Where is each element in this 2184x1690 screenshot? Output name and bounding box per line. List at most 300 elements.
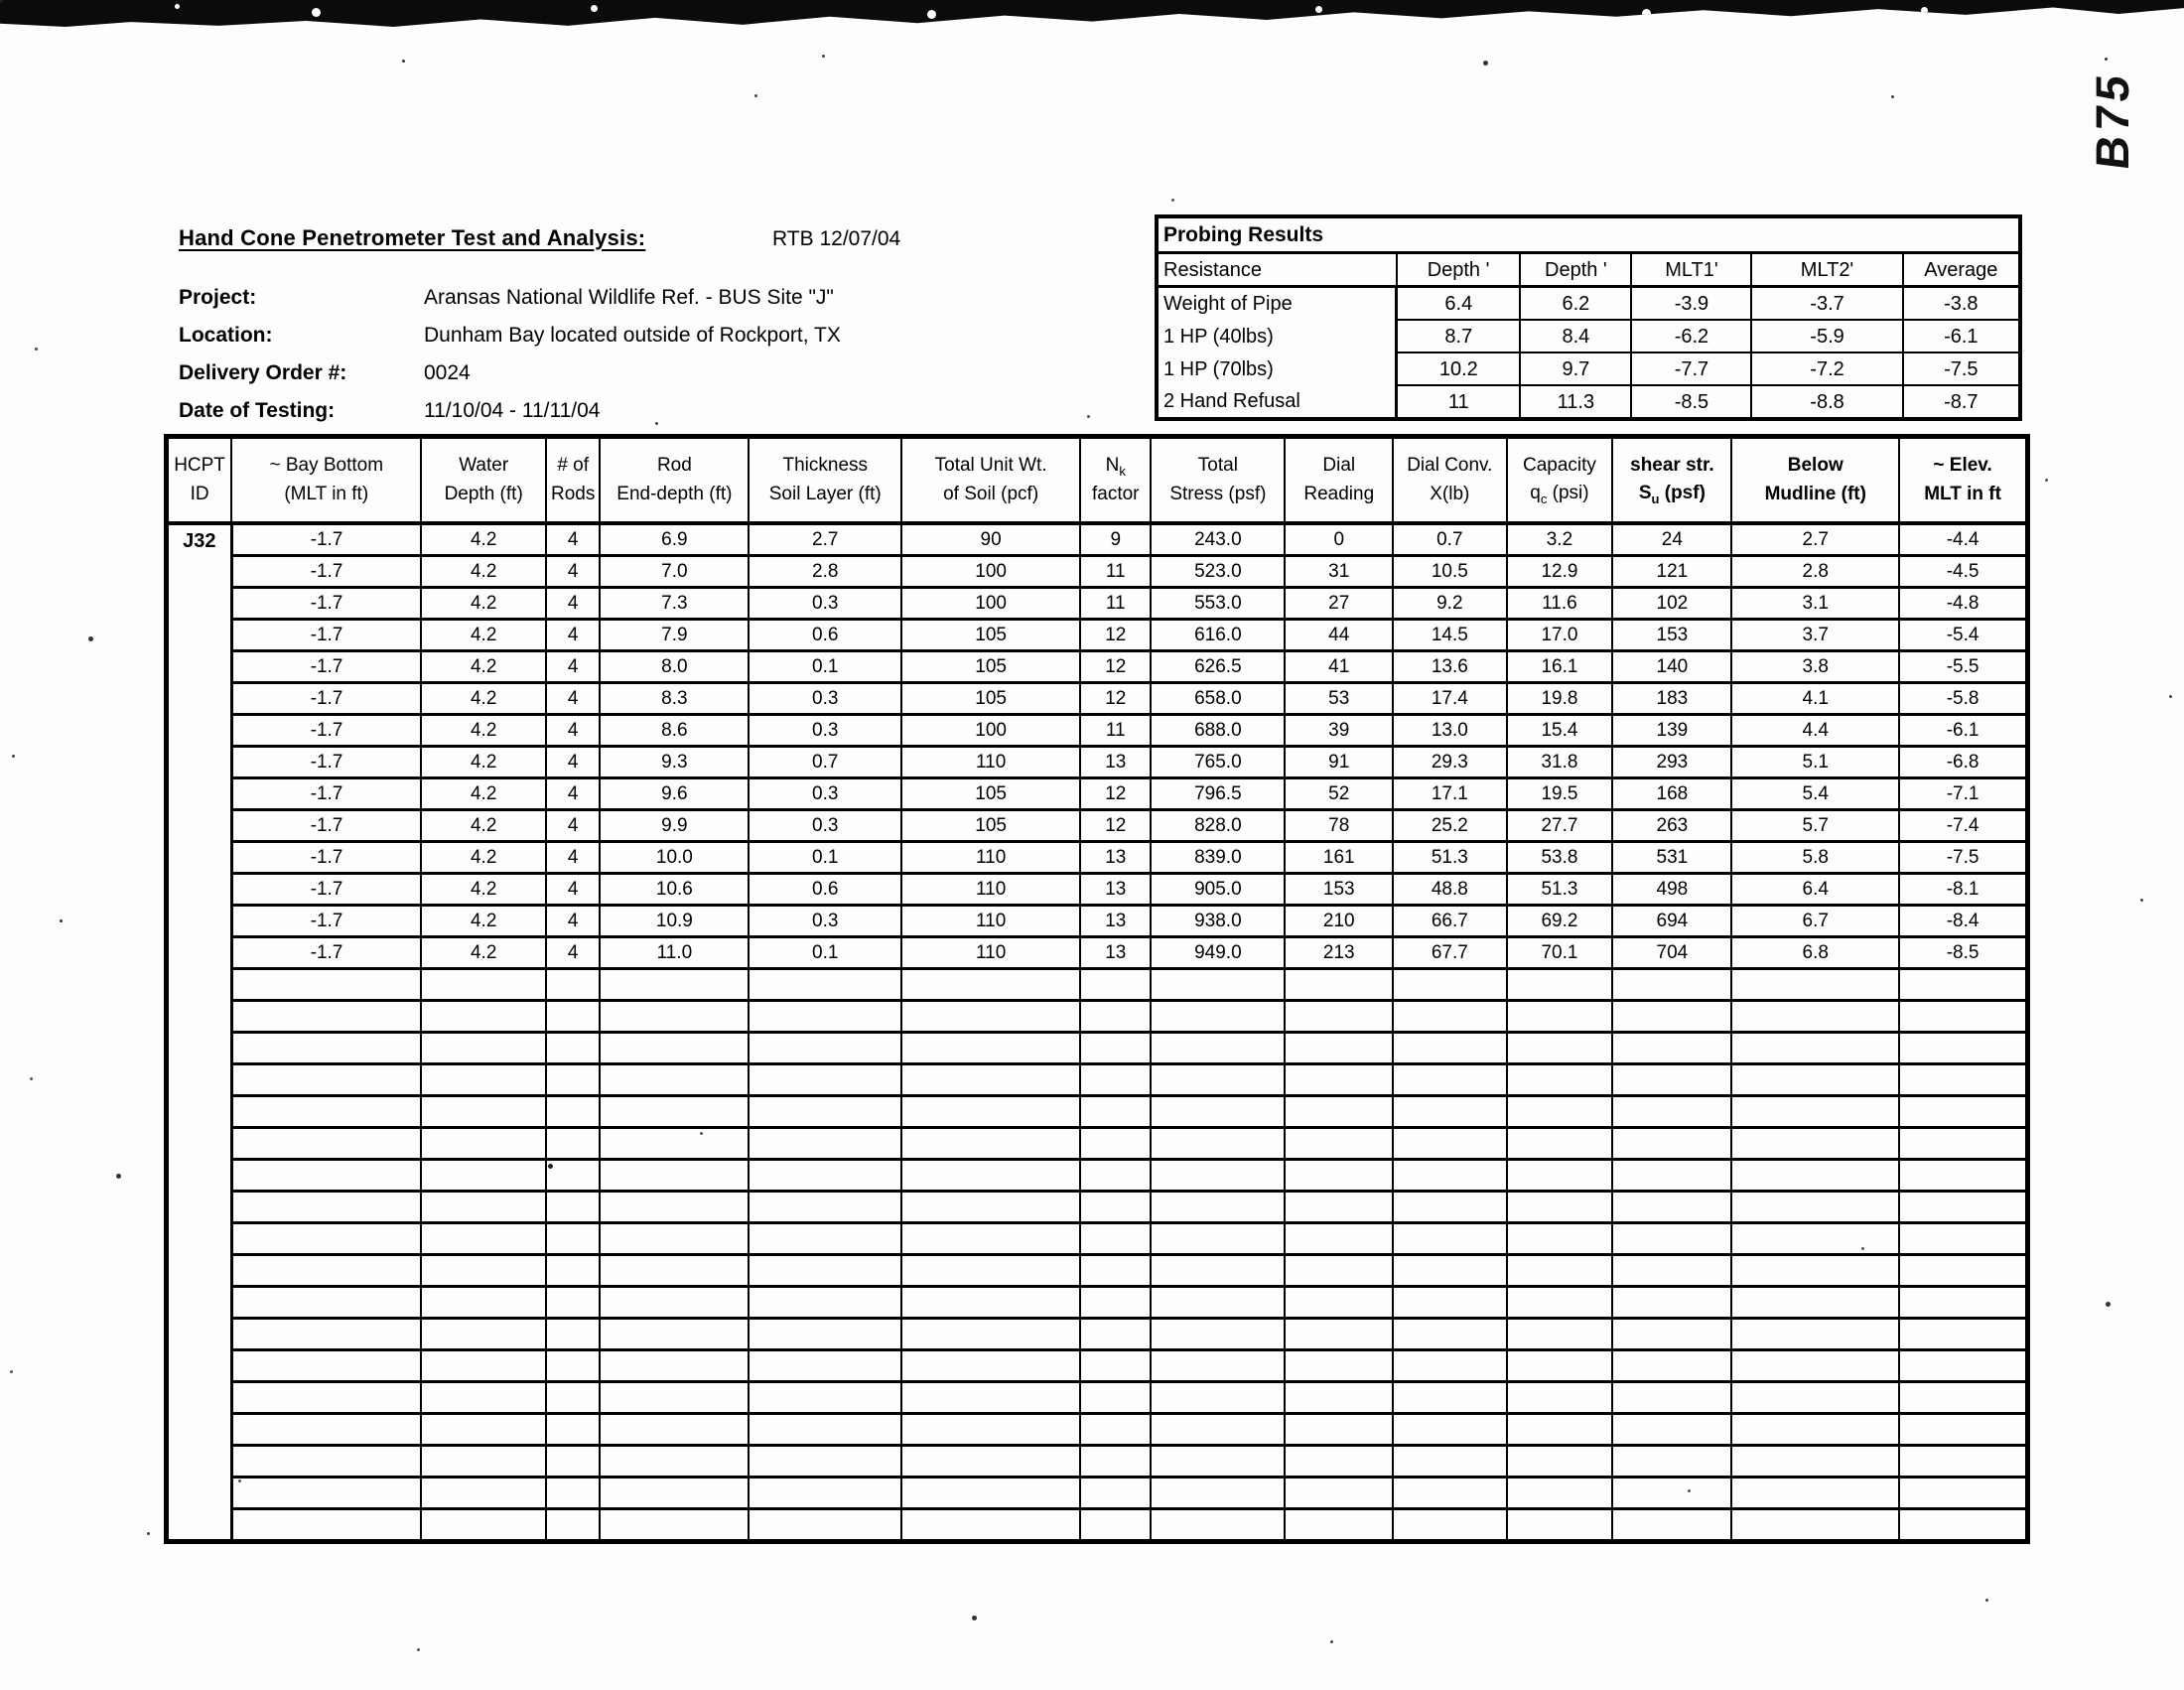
- table-cell: [1612, 1255, 1731, 1287]
- table-cell: [1080, 1446, 1151, 1478]
- table-cell: 17.4: [1393, 683, 1506, 715]
- table-cell: 12: [1080, 810, 1151, 842]
- table-cell: 9.3: [600, 747, 749, 778]
- probing-value-cell: -8.7: [1903, 385, 2020, 419]
- table-cell: -1.7: [231, 523, 421, 556]
- table-cell: 2.7: [749, 523, 901, 556]
- table-cell: [1612, 1033, 1731, 1064]
- header-line-1: [751, 452, 898, 481]
- table-cell: [901, 1287, 1080, 1319]
- table-cell: 102: [1612, 588, 1731, 620]
- table-cell: 17.1: [1393, 778, 1506, 810]
- table-cell: 0.6: [749, 620, 901, 651]
- table-cell: -1.7: [231, 651, 421, 683]
- table-cell: 168: [1612, 778, 1731, 810]
- table-cell: [1507, 969, 1613, 1001]
- table-cell: 13.6: [1393, 651, 1506, 683]
- table-cell: [1731, 1001, 1899, 1033]
- empty-row: [167, 1287, 2028, 1319]
- table-cell: 4: [546, 937, 600, 969]
- table-cell: [1612, 1192, 1731, 1223]
- table-cell: [546, 1478, 600, 1509]
- table-cell: [1507, 1287, 1613, 1319]
- table-cell: 905.0: [1151, 874, 1285, 906]
- empty-row: [167, 1509, 2028, 1542]
- table-cell: [600, 1255, 749, 1287]
- probing-column-header: Resistance: [1157, 253, 1397, 287]
- header-line-1: [1083, 452, 1148, 481]
- table-cell: 183: [1612, 683, 1731, 715]
- table-cell: [1731, 1064, 1899, 1096]
- header-line-2: [751, 481, 898, 509]
- table-cell: 8.0: [600, 651, 749, 683]
- table-cell: 210: [1285, 906, 1393, 937]
- table-cell: [1899, 1319, 2027, 1350]
- table-cell: 2.8: [749, 556, 901, 588]
- table-cell: [901, 1096, 1080, 1128]
- table-cell: -1.7: [231, 842, 421, 874]
- data-row: [167, 842, 2028, 874]
- table-cell: [421, 1446, 546, 1478]
- table-cell: [546, 1446, 600, 1478]
- table-cell: [1080, 1319, 1151, 1350]
- table-cell: 4.2: [421, 715, 546, 747]
- field-label: Location:: [179, 324, 273, 347]
- probing-value-cell: 6.4: [1397, 287, 1520, 321]
- table-cell: [1393, 1287, 1506, 1319]
- table-cell: [421, 1509, 546, 1542]
- data-row: [167, 588, 2028, 620]
- table-cell: 4.2: [421, 874, 546, 906]
- header-text: Depth (ft): [444, 483, 523, 504]
- table-cell: [1507, 1033, 1613, 1064]
- probing-value-cell: -7.5: [1903, 352, 2020, 385]
- table-cell: [749, 1001, 901, 1033]
- table-cell: [600, 1128, 749, 1160]
- table-cell: 4: [546, 620, 600, 651]
- table-cell: [1899, 1033, 2027, 1064]
- table-cell: [1151, 1319, 1285, 1350]
- table-cell: [1612, 1223, 1731, 1255]
- table-cell: [1899, 1064, 2027, 1096]
- table-cell: -1.7: [231, 778, 421, 810]
- table-cell: [600, 1160, 749, 1192]
- table-cell: 4.2: [421, 683, 546, 715]
- table-cell: [231, 1350, 421, 1382]
- table-cell: [1080, 1350, 1151, 1382]
- table-cell: [231, 1478, 421, 1509]
- table-cell: [1285, 1319, 1393, 1350]
- header-line-2: [234, 481, 418, 509]
- table-cell: [749, 1509, 901, 1542]
- table-cell: 51.3: [1507, 874, 1613, 906]
- table-cell: -8.5: [1899, 937, 2027, 969]
- probing-value-cell: 6.2: [1520, 287, 1631, 321]
- probing-value-cell: -3.8: [1903, 287, 2020, 321]
- header-text: Capacity: [1522, 454, 1596, 476]
- field-label: Project:: [179, 286, 257, 309]
- table-cell: [421, 1160, 546, 1192]
- table-cell: 4.2: [421, 747, 546, 778]
- table-cell: 263: [1612, 810, 1731, 842]
- table-cell: 4.1: [1731, 683, 1899, 715]
- table-cell: 11: [1080, 588, 1151, 620]
- table-cell: [1899, 969, 2027, 1001]
- probing-value-cell: 9.7: [1520, 352, 1631, 385]
- table-cell: 9.6: [600, 778, 749, 810]
- data-row: [167, 683, 2028, 715]
- table-cell: 121: [1612, 556, 1731, 588]
- main-column-header: [1899, 437, 2027, 524]
- table-cell: 27: [1285, 588, 1393, 620]
- table-cell: [1612, 1001, 1731, 1033]
- table-cell: [749, 1350, 901, 1382]
- probing-row: [1157, 287, 2020, 321]
- table-cell: 3.7: [1731, 620, 1899, 651]
- table-cell: 105: [901, 683, 1080, 715]
- table-cell: -1.7: [231, 683, 421, 715]
- table-cell: [1151, 1096, 1285, 1128]
- table-cell: [1285, 1382, 1393, 1414]
- table-cell: [1285, 1192, 1393, 1223]
- table-cell: 6.9: [600, 523, 749, 556]
- table-cell: 523.0: [1151, 556, 1285, 588]
- table-cell: [1899, 1478, 2027, 1509]
- probing-value-cell: -8.8: [1751, 385, 1902, 419]
- header-line-2: [1288, 481, 1390, 509]
- table-cell: 688.0: [1151, 715, 1285, 747]
- table-cell: [749, 1414, 901, 1446]
- table-cell: [1151, 1160, 1285, 1192]
- table-cell: 11: [1080, 556, 1151, 588]
- header-line-1: [904, 452, 1077, 481]
- table-cell: 9: [1080, 523, 1151, 556]
- table-cell: [749, 1287, 901, 1319]
- table-cell: [1151, 1446, 1285, 1478]
- table-cell: 4.2: [421, 778, 546, 810]
- header-text: ID: [190, 483, 209, 504]
- table-cell: [1899, 1223, 2027, 1255]
- table-cell: [1899, 1287, 2027, 1319]
- table-cell: [546, 1192, 600, 1223]
- empty-row: [167, 1478, 2028, 1509]
- table-cell: -4.8: [1899, 588, 2027, 620]
- table-cell: [1731, 1446, 1899, 1478]
- table-cell: 938.0: [1151, 906, 1285, 937]
- table-cell: 105: [901, 620, 1080, 651]
- header-text: Reading: [1303, 483, 1375, 504]
- table-cell: -6.1: [1899, 715, 2027, 747]
- main-column-header: [167, 437, 232, 524]
- table-cell: [546, 1223, 600, 1255]
- table-cell: 4.2: [421, 651, 546, 683]
- table-cell: -1.7: [231, 810, 421, 842]
- table-cell: [1393, 1319, 1506, 1350]
- table-cell: [231, 1223, 421, 1255]
- header-text: Mudline (ft): [1764, 483, 1866, 504]
- field-value: 0024: [424, 361, 471, 384]
- header-line-1: [1902, 452, 2023, 481]
- table-cell: 53: [1285, 683, 1393, 715]
- table-cell: [421, 1255, 546, 1287]
- table-cell: 5.7: [1731, 810, 1899, 842]
- header-text: Total Unit Wt.: [934, 455, 1047, 476]
- table-cell: [901, 1001, 1080, 1033]
- table-cell: [231, 1255, 421, 1287]
- table-cell: [749, 1255, 901, 1287]
- table-cell: [901, 969, 1080, 1001]
- table-cell: 0.7: [1393, 523, 1506, 556]
- field-value: Aransas National Wildlife Ref. - BUS Site "J": [424, 286, 834, 309]
- table-cell: [1151, 1287, 1285, 1319]
- header-line-2: [424, 481, 543, 509]
- table-cell: 4.2: [421, 906, 546, 937]
- header-line-1: [1396, 452, 1503, 481]
- probing-row-label: 1 HP (40lbs): [1157, 320, 1397, 352]
- table-cell: [600, 1033, 749, 1064]
- table-cell: 19.5: [1507, 778, 1613, 810]
- table-cell: -1.7: [231, 715, 421, 747]
- table-cell: 15.4: [1507, 715, 1613, 747]
- table-cell: -5.4: [1899, 620, 2027, 651]
- table-cell: [1899, 1509, 2027, 1542]
- table-cell: 100: [901, 715, 1080, 747]
- table-cell: [546, 1350, 600, 1382]
- table-cell: 11: [1080, 715, 1151, 747]
- table-cell: 51.3: [1393, 842, 1506, 874]
- table-cell: [1731, 1382, 1899, 1414]
- empty-row: [167, 1350, 2028, 1382]
- header-text: (MLT in ft): [284, 483, 369, 504]
- table-cell: 70.1: [1507, 937, 1613, 969]
- main-column-header: [1612, 437, 1731, 524]
- info-row-location: [179, 324, 841, 348]
- main-column-header: [901, 437, 1080, 524]
- table-cell: [749, 1319, 901, 1350]
- table-cell: [1899, 1414, 2027, 1446]
- header-line-2: [171, 481, 228, 509]
- table-cell: [901, 1446, 1080, 1478]
- empty-row: [167, 1064, 2028, 1096]
- table-cell: 13: [1080, 874, 1151, 906]
- table-cell: -1.7: [231, 747, 421, 778]
- table-cell: 0.1: [749, 842, 901, 874]
- table-cell: 110: [901, 937, 1080, 969]
- table-cell: [1731, 1096, 1899, 1128]
- table-cell: [421, 1287, 546, 1319]
- header-line-1: [234, 452, 418, 481]
- header-line-2: [1396, 481, 1503, 509]
- table-cell: [749, 1192, 901, 1223]
- table-cell: [546, 1160, 600, 1192]
- probing-column-header: Depth ': [1520, 253, 1631, 287]
- table-cell: [901, 1160, 1080, 1192]
- probing-column-header: MLT1': [1631, 253, 1751, 287]
- table-cell: [1731, 1255, 1899, 1287]
- table-cell: 5.4: [1731, 778, 1899, 810]
- empty-row: [167, 1128, 2028, 1160]
- table-cell: [1612, 1382, 1731, 1414]
- scan-noise-speckles: [0, 0, 3, 3]
- probing-value-cell: 11.3: [1520, 385, 1631, 419]
- table-cell: 7.0: [600, 556, 749, 588]
- table-cell: 626.5: [1151, 651, 1285, 683]
- table-cell: [1151, 1033, 1285, 1064]
- data-row: [167, 747, 2028, 778]
- table-cell: [1393, 1446, 1506, 1478]
- table-cell: [1285, 1446, 1393, 1478]
- header-line-1: [171, 452, 228, 481]
- table-cell: [1285, 1509, 1393, 1542]
- table-cell: [1080, 1064, 1151, 1096]
- table-cell: [1393, 969, 1506, 1001]
- table-cell: [901, 1128, 1080, 1160]
- table-cell: 11.0: [600, 937, 749, 969]
- probing-column-header: MLT2': [1751, 253, 1902, 287]
- table-cell: 10.9: [600, 906, 749, 937]
- table-cell: [1080, 1160, 1151, 1192]
- probing-value-cell: 8.7: [1397, 320, 1520, 352]
- table-cell: [1899, 1001, 2027, 1033]
- table-cell: [1899, 1446, 2027, 1478]
- header-line-1: [1154, 452, 1282, 481]
- empty-row: [167, 1382, 2028, 1414]
- table-cell: [1285, 1033, 1393, 1064]
- table-cell: 100: [901, 556, 1080, 588]
- table-cell: [1507, 1001, 1613, 1033]
- table-cell: [1507, 1255, 1613, 1287]
- subscript: c: [1540, 491, 1548, 506]
- table-cell: [546, 1096, 600, 1128]
- table-cell: [1393, 1096, 1506, 1128]
- table-cell: [749, 1478, 901, 1509]
- table-cell: [1393, 1001, 1506, 1033]
- table-cell: [421, 1064, 546, 1096]
- table-cell: 91: [1285, 747, 1393, 778]
- table-cell: [1080, 1509, 1151, 1542]
- table-cell: [1393, 1478, 1506, 1509]
- table-cell: [1080, 1287, 1151, 1319]
- empty-row: [167, 1160, 2028, 1192]
- probing-row-label: 1 HP (70lbs): [1157, 352, 1397, 385]
- table-cell: [1151, 1128, 1285, 1160]
- table-cell: [231, 1319, 421, 1350]
- table-cell: [421, 1414, 546, 1446]
- table-cell: 110: [901, 874, 1080, 906]
- header-text: Thickness: [782, 455, 869, 476]
- table-cell: [749, 1446, 901, 1478]
- table-cell: [1507, 1446, 1613, 1478]
- table-cell: 13: [1080, 842, 1151, 874]
- header-text: Below: [1787, 455, 1843, 476]
- table-cell: [1731, 1287, 1899, 1319]
- probing-row-label: 2 Hand Refusal: [1157, 385, 1397, 419]
- table-cell: 828.0: [1151, 810, 1285, 842]
- main-column-header: [421, 437, 546, 524]
- table-cell: [421, 969, 546, 1001]
- table-cell: [1393, 1128, 1506, 1160]
- field-label: Date of Testing:: [179, 399, 336, 422]
- table-cell: [600, 1192, 749, 1223]
- table-cell: 5.8: [1731, 842, 1899, 874]
- probing-value-cell: -3.9: [1631, 287, 1751, 321]
- table-cell: 16.1: [1507, 651, 1613, 683]
- table-cell: 44: [1285, 620, 1393, 651]
- table-cell: 4.2: [421, 620, 546, 651]
- header-text: factor: [1091, 483, 1140, 504]
- table-cell: [901, 1192, 1080, 1223]
- table-cell: [231, 1160, 421, 1192]
- table-cell: [1151, 1382, 1285, 1414]
- table-cell: [600, 1350, 749, 1382]
- table-cell: 110: [901, 906, 1080, 937]
- header-text: ~ Elev.: [1933, 455, 1992, 476]
- probing-value-cell: 8.4: [1520, 320, 1631, 352]
- table-cell: [1151, 1192, 1285, 1223]
- empty-row: [167, 1192, 2028, 1223]
- table-cell: [1080, 969, 1151, 1001]
- table-cell: [546, 1001, 600, 1033]
- table-cell: -8.1: [1899, 874, 2027, 906]
- table-cell: [749, 1128, 901, 1160]
- data-row: [167, 810, 2028, 842]
- table-cell: -1.7: [231, 906, 421, 937]
- probing-column-header: Depth ': [1397, 253, 1520, 287]
- table-cell: 110: [901, 747, 1080, 778]
- header-line-1: [603, 452, 746, 481]
- table-cell: 4.4: [1731, 715, 1899, 747]
- table-cell: 41: [1285, 651, 1393, 683]
- main-column-header: [600, 437, 749, 524]
- table-cell: 243.0: [1151, 523, 1285, 556]
- table-cell: -1.7: [231, 588, 421, 620]
- data-row: [167, 523, 2028, 556]
- table-cell: [1285, 1128, 1393, 1160]
- table-cell: 139: [1612, 715, 1731, 747]
- probing-value-cell: -7.7: [1631, 352, 1751, 385]
- table-cell: 4: [546, 778, 600, 810]
- header-line-1: [1288, 452, 1390, 481]
- table-cell: [600, 1096, 749, 1128]
- table-cell: 100: [901, 588, 1080, 620]
- table-cell: 0.1: [749, 937, 901, 969]
- header-text: End-depth (ft): [616, 483, 733, 504]
- table-cell: [1285, 1287, 1393, 1319]
- main-column-header: [1080, 437, 1151, 524]
- table-cell: 4: [546, 874, 600, 906]
- table-cell: [1080, 1128, 1151, 1160]
- table-cell: [600, 969, 749, 1001]
- table-cell: [1393, 1382, 1506, 1414]
- header-text: ~ Bay Bottom: [269, 455, 384, 476]
- table-cell: [1507, 1192, 1613, 1223]
- table-cell: [1080, 1223, 1151, 1255]
- header-text: Rods: [551, 483, 596, 504]
- table-cell: [1393, 1255, 1506, 1287]
- table-cell: [1285, 1096, 1393, 1128]
- table-cell: 13.0: [1393, 715, 1506, 747]
- table-cell: [1612, 1350, 1731, 1382]
- empty-row: [167, 1223, 2028, 1255]
- table-cell: 0.3: [749, 683, 901, 715]
- table-cell: [1899, 1096, 2027, 1128]
- table-cell: [1612, 1064, 1731, 1096]
- table-cell: [1731, 1223, 1899, 1255]
- table-cell: [1612, 1414, 1731, 1446]
- data-row: [167, 715, 2028, 747]
- table-cell: 110: [901, 842, 1080, 874]
- table-cell: -1.7: [231, 556, 421, 588]
